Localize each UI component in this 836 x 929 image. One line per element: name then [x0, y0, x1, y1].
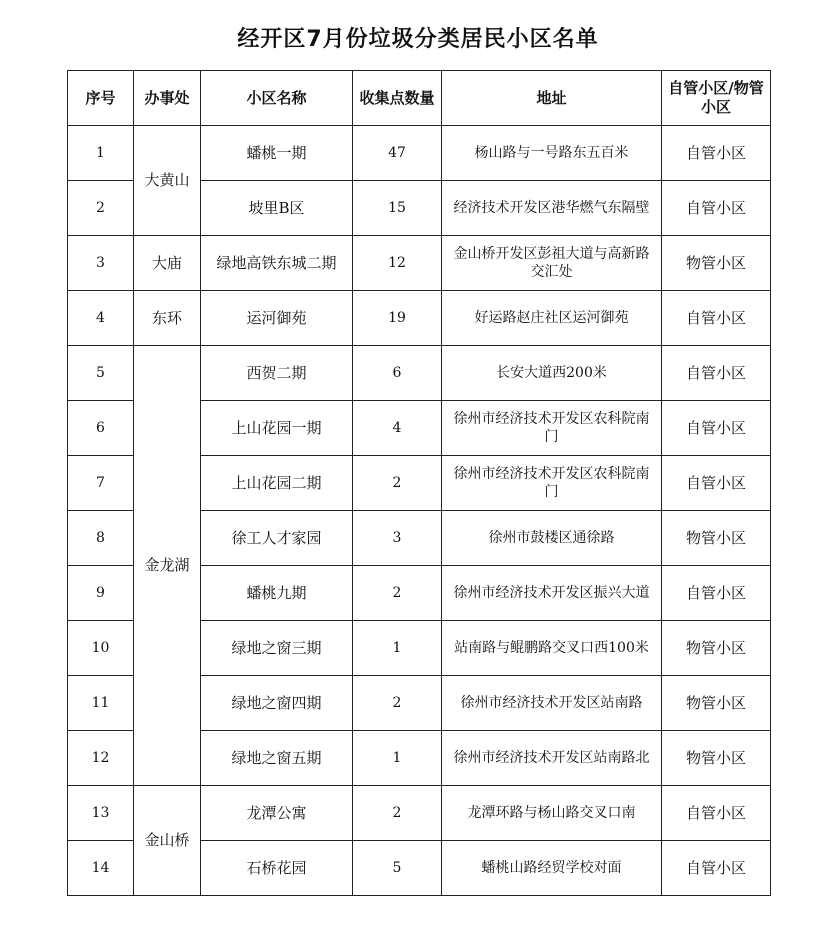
cell-collection-count: 47 [353, 126, 442, 181]
table-header-row [68, 71, 771, 126]
cell-community-name: 绿地之窗四期 [201, 676, 353, 731]
cell-management-type: 物管小区 [662, 511, 771, 566]
table-row [68, 126, 771, 181]
cell-address: 蟠桃山路经贸学校对面 [442, 841, 662, 896]
cell-collection-count: 12 [353, 236, 442, 291]
cell-address: 站南路与鲲鹏路交叉口西100米 [442, 621, 662, 676]
cell-management-type: 自管小区 [662, 786, 771, 841]
table-row [68, 291, 771, 346]
cell-address: 好运路赵庄社区运河御苑 [442, 291, 662, 346]
cell-office: 大黄山 [134, 126, 201, 236]
cell-management-type: 自管小区 [662, 181, 771, 236]
cell-address: 徐州市经济技术开发区农科院南门 [442, 456, 662, 511]
header-community-name: 小区名称 [201, 71, 353, 126]
header-office: 办事处 [134, 71, 201, 126]
table-row [68, 346, 771, 401]
cell-community-name: 上山花园二期 [201, 456, 353, 511]
cell-collection-count: 4 [353, 401, 442, 456]
cell-management-type: 物管小区 [662, 621, 771, 676]
cell-community-name: 绿地高铁东城二期 [201, 236, 353, 291]
header-management-type: 自管小区/物管小区 [662, 71, 771, 126]
cell-management-type: 自管小区 [662, 346, 771, 401]
table-row [68, 786, 771, 841]
cell-collection-count: 19 [353, 291, 442, 346]
cell-community-name: 蟠桃九期 [201, 566, 353, 621]
cell-management-type: 自管小区 [662, 841, 771, 896]
cell-serial: 3 [68, 236, 134, 291]
header-address: 地址 [442, 71, 662, 126]
cell-serial: 1 [68, 126, 134, 181]
cell-community-name: 坡里B区 [201, 181, 353, 236]
cell-office: 金龙湖 [134, 346, 201, 786]
cell-serial: 10 [68, 621, 134, 676]
cell-collection-count: 2 [353, 566, 442, 621]
cell-serial: 7 [68, 456, 134, 511]
header-collection-count: 收集点数量 [353, 71, 442, 126]
cell-serial: 8 [68, 511, 134, 566]
cell-management-type: 自管小区 [662, 401, 771, 456]
cell-address: 徐州市经济技术开发区振兴大道 [442, 566, 662, 621]
cell-address: 徐州市经济技术开发区站南路北 [442, 731, 662, 786]
cell-management-type: 物管小区 [662, 676, 771, 731]
cell-serial: 6 [68, 401, 134, 456]
table-row [68, 236, 771, 291]
cell-community-name: 上山花园一期 [201, 401, 353, 456]
cell-collection-count: 1 [353, 621, 442, 676]
cell-address: 龙潭环路与杨山路交叉口南 [442, 786, 662, 841]
cell-management-type: 自管小区 [662, 456, 771, 511]
cell-serial: 9 [68, 566, 134, 621]
cell-community-name: 蟠桃一期 [201, 126, 353, 181]
page-title: 经开区7月份垃圾分类居民小区名单 [237, 27, 599, 52]
cell-community-name: 西贺二期 [201, 346, 353, 401]
cell-serial: 2 [68, 181, 134, 236]
cell-collection-count: 1 [353, 731, 442, 786]
cell-community-name: 绿地之窗三期 [201, 621, 353, 676]
cell-management-type: 自管小区 [662, 566, 771, 621]
cell-serial: 14 [68, 841, 134, 896]
cell-address: 经济技术开发区港华燃气东隔壁 [442, 181, 662, 236]
cell-address: 徐州市经济技术开发区站南路 [442, 676, 662, 731]
cell-office: 金山桥 [134, 786, 201, 896]
cell-management-type: 物管小区 [662, 236, 771, 291]
cell-management-type: 自管小区 [662, 126, 771, 181]
residential-list-table [67, 70, 771, 896]
cell-serial: 5 [68, 346, 134, 401]
cell-address: 徐州市鼓楼区通徐路 [442, 511, 662, 566]
cell-serial: 4 [68, 291, 134, 346]
cell-collection-count: 6 [353, 346, 442, 401]
cell-collection-count: 2 [353, 786, 442, 841]
cell-community-name: 徐工人才家园 [201, 511, 353, 566]
cell-community-name: 石桥花园 [201, 841, 353, 896]
cell-community-name: 绿地之窗五期 [201, 731, 353, 786]
cell-collection-count: 15 [353, 181, 442, 236]
cell-collection-count: 2 [353, 456, 442, 511]
cell-address: 徐州市经济技术开发区农科院南门 [442, 401, 662, 456]
cell-serial: 13 [68, 786, 134, 841]
cell-office: 大庙 [134, 236, 201, 291]
cell-serial: 11 [68, 676, 134, 731]
cell-collection-count: 5 [353, 841, 442, 896]
cell-management-type: 物管小区 [662, 731, 771, 786]
header-serial: 序号 [68, 71, 134, 126]
cell-office: 东环 [134, 291, 201, 346]
cell-serial: 12 [68, 731, 134, 786]
cell-collection-count: 2 [353, 676, 442, 731]
cell-address: 金山桥开发区彭祖大道与高新路交汇处 [442, 236, 662, 291]
cell-management-type: 自管小区 [662, 291, 771, 346]
cell-collection-count: 3 [353, 511, 442, 566]
cell-community-name: 龙潭公寓 [201, 786, 353, 841]
cell-community-name: 运河御苑 [201, 291, 353, 346]
cell-address: 长安大道西200米 [442, 346, 662, 401]
cell-address: 杨山路与一号路东五百米 [442, 126, 662, 181]
